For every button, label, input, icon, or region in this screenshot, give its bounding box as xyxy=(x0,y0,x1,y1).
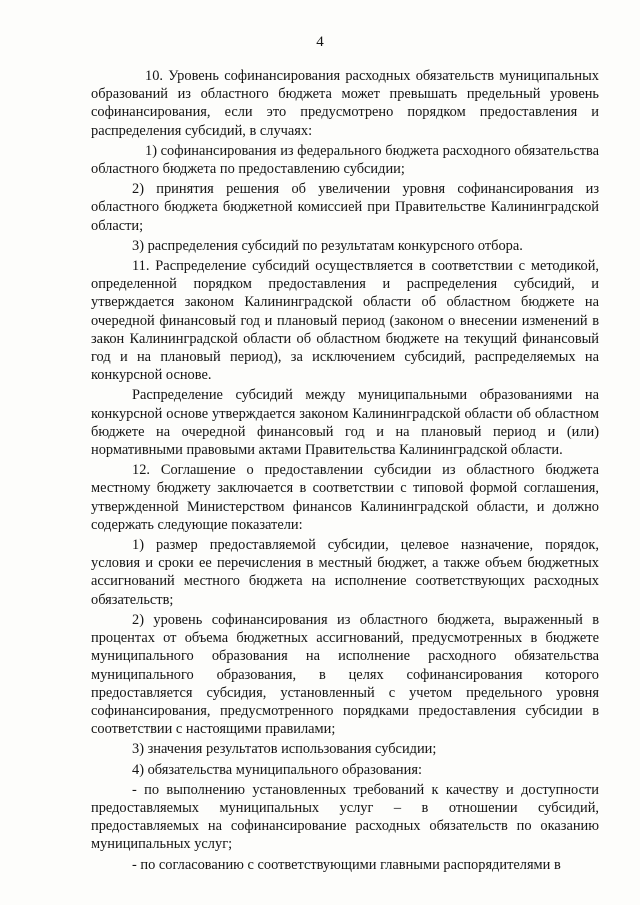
paragraph-12-agreement: 12. Соглашение о предоставлении субсидии из областного бюджета местному бюджету заключается в соответствии с типовой формой соглашения, утвержденной Министерством финансов Калининградской области, и должно содержать следующие показатели: xyxy=(91,462,599,533)
list-item-coordination: - по согласованию с соответствующими главными распорядителями в xyxy=(132,856,561,873)
list-item-federal-cofinancing: 1) софинансирования из федерального бюджета расходного обязательства областного бюджета по предоставлению субсидии; xyxy=(91,142,599,178)
paragraph-competitive-distribution: Распределение субсидий между муниципальными образованиями на конкурсной основе утверждается законом Калининградской области об областном бюджете на очередной финансовый год и на плановый период и (или) нормативными правовыми актами Правительства Калининградской области. xyxy=(91,387,599,459)
list-item-cofinancing-level: 2) уровень софинансирования из областного бюджета, выраженный в процентах от объема бюджетных ассигнований, предусмотренных в бюджете муниципального образования на исполнение расходного обязательства муниципального образования, в целях софинансирования которого предоставляется субсидия, установленный с учетом предельного уровня софинансирования, предусмотренного порядками предоставления субсидии в соответствии с настоящими правилами; xyxy=(91,611,599,738)
list-item-result-values: 3) значения результатов использования субсидии; xyxy=(132,741,437,758)
paragraph-11-distribution: 11. Распределение субсидий осуществляется в соответствии с методикой, определенной порядком предоставления и распределения субсидий, и утверждается законом Калининградской области об областном бюджете на очередной финансовый год и плановый период (законом о внесении изменений в закон Калининградской области об областном бюджете на текущий финансовый год и на плановый период), за исключением субсидий, распределяемых на конкурсной основе. xyxy=(91,258,599,384)
paragraph-10-cofinancing-level: 10. Уровень софинансирования расходных обязательств муниципальных образований из областного бюджета может превышать предельный уровень софинансирования, если это предусмотрено порядком предоставления и распределения субсидий, в случаях: xyxy=(91,68,599,139)
document-body xyxy=(91,67,599,874)
page-number: 4 xyxy=(316,34,324,50)
list-item-subsidy-size: 1) размер предоставляемой субсидии, целевое назначение, порядок, условия и сроки ее перечисления в местный бюджет, а также объем бюджетных ассигнований местного бюджета на исполнение соответствующих расходных обязательств; xyxy=(91,537,599,608)
list-item-budget-commission: 2) принятия решения об увеличении уровня софинансирования из областного бюджета бюджетной комиссией при Правительстве Калининградской области; xyxy=(91,181,599,234)
list-item-municipal-obligations: 4) обязательства муниципального образования: xyxy=(132,761,422,778)
list-item-service-quality: - по выполнению установленных требований к качеству и доступности предоставляемых муниципальных услуг – в отношении субсидий, предоставляемых на софинансирование расходных обязательств по оказанию муниципальных услуг; xyxy=(91,781,599,853)
list-item-competitive-selection: 3) распределения субсидий по результатам конкурсного отбора. xyxy=(132,237,523,254)
